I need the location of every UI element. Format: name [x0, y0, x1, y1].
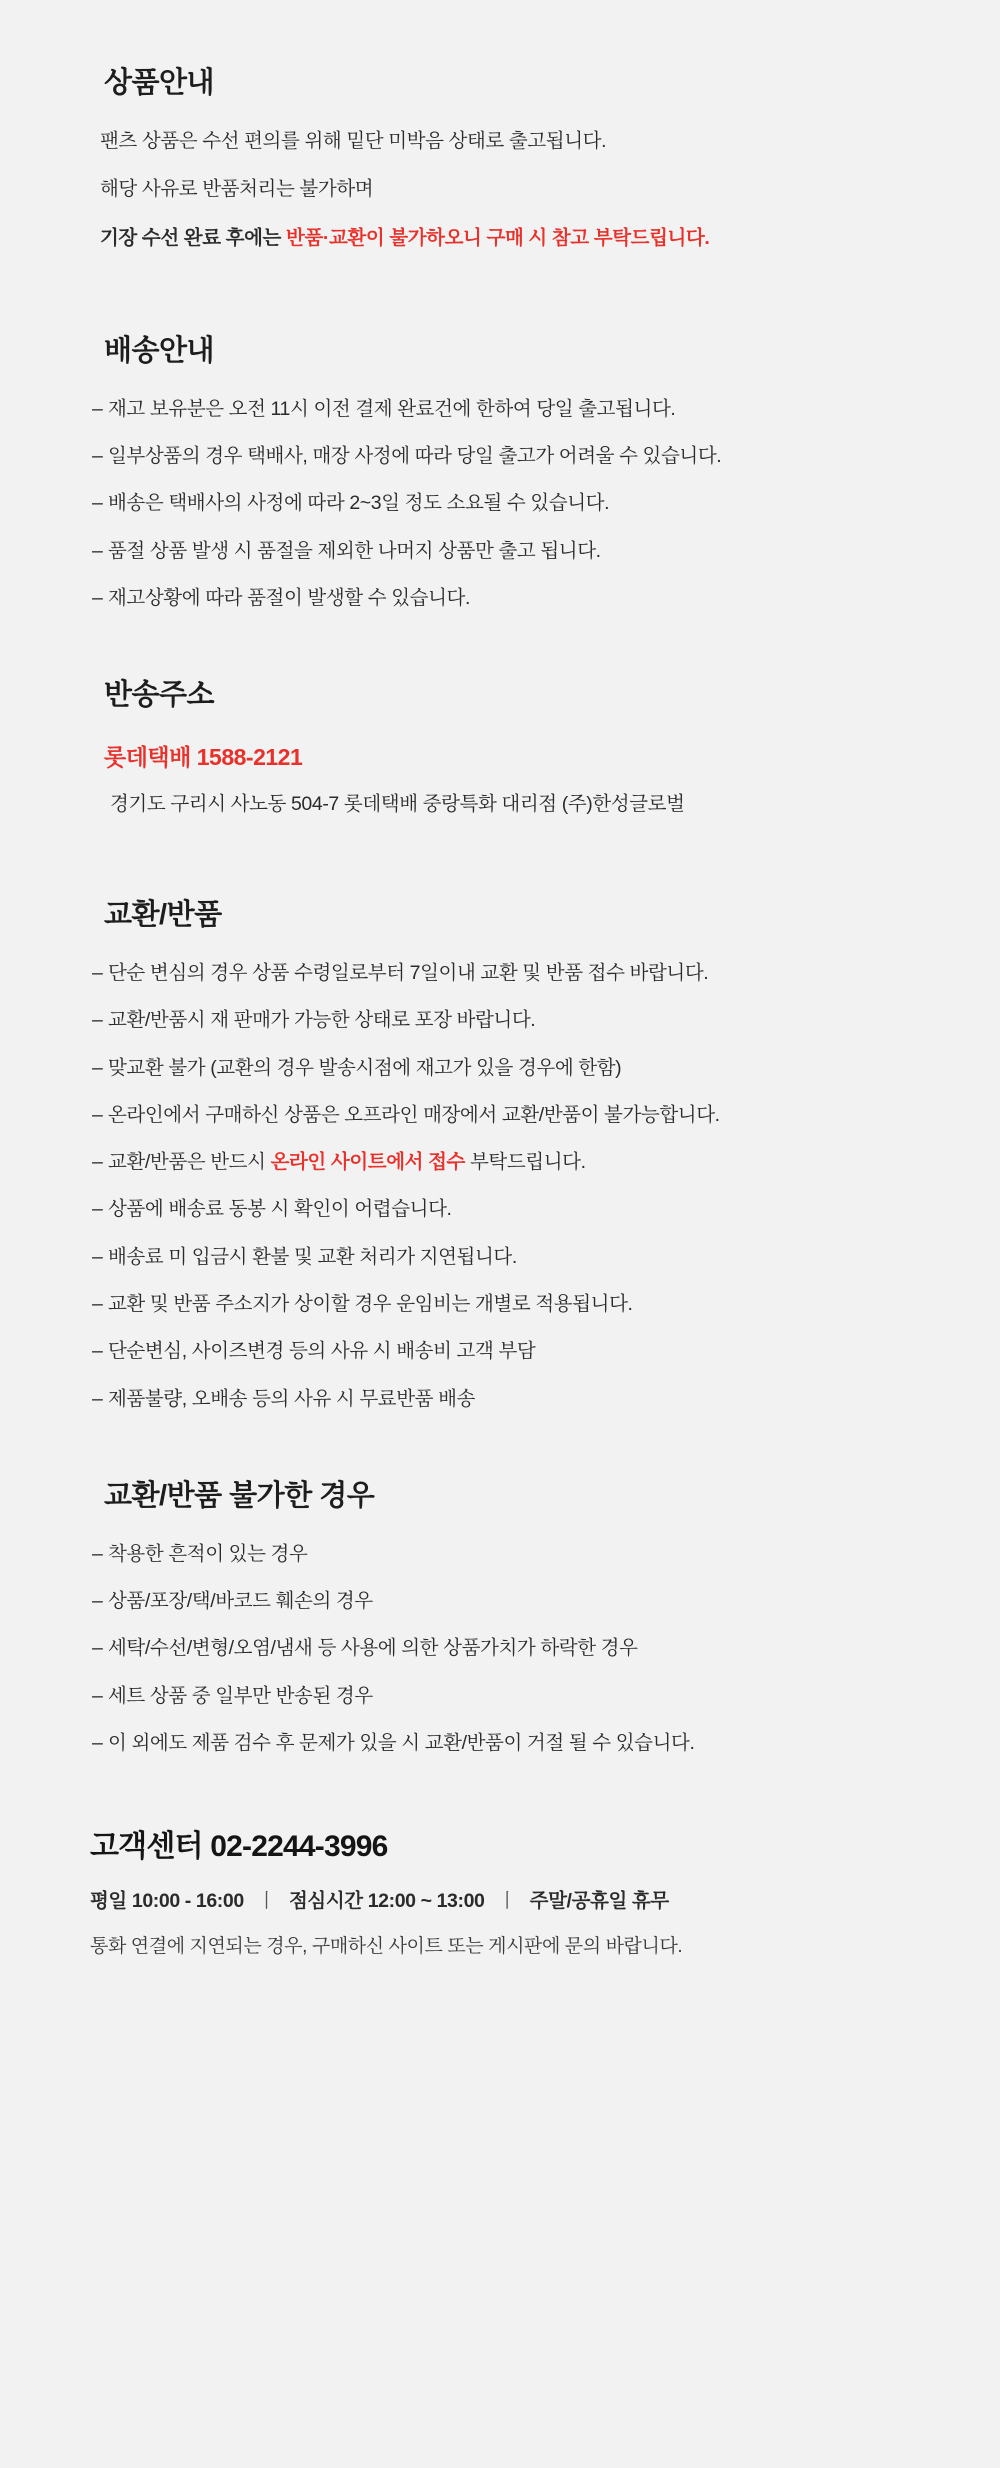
list-item: [92, 1195, 910, 1223]
notice-line-prefix: 기장 수선 완료 후에는: [100, 226, 287, 249]
list-item-label: 착용한 흔적이 있는 경우: [108, 1542, 308, 1565]
section-title: 배송안내: [104, 334, 215, 367]
dash-marker: –: [92, 1009, 103, 1032]
list-item-label: 배송료 미 입금시 환불 및 교환 처리가 지연됩니다.: [108, 1245, 517, 1268]
list-item: [92, 1385, 910, 1413]
hours-separator: 丨: [497, 1890, 517, 1913]
return-address-text: 경기도 구리시 사노동 504-7 롯데택배 중랑특화 대리점 (주)한성글로벌: [110, 793, 685, 816]
list-item: [92, 1729, 910, 1757]
list-item-label: 단순변심, 사이즈변경 등의 사유 시 배송비 고객 부담: [108, 1340, 536, 1363]
list-item-label: 교환/반품시 재 판매가 가능한 상태로 포장 바랍니다.: [108, 1009, 536, 1032]
dash-marker: –: [92, 1340, 103, 1363]
list-item-emphasis: 온라인 사이트에서 접수: [270, 1151, 465, 1174]
list-item: [92, 489, 910, 517]
customer-center: [90, 1821, 910, 1958]
dash-marker: –: [92, 445, 103, 468]
hours-separator: 丨: [256, 1890, 276, 1913]
list-item: [92, 1587, 910, 1615]
dash-marker: –: [92, 1684, 103, 1707]
section-product-notice: [90, 60, 910, 252]
customer-center-title: 고객센터 02-2244-3996: [90, 1830, 388, 1864]
shipping-lines: [90, 395, 910, 612]
list-item-label: 세트 상품 중 일부만 반송된 경우: [108, 1684, 373, 1707]
section-title: 상품안내: [104, 67, 215, 99]
list-item-label: 세탁/수선/변형/오염/냄새 등 사용에 의한 상품가치가 하락한 경우: [108, 1637, 638, 1660]
list-item-label: 교환 및 반품 주소지가 상이할 경우 운임비는 개별로 적용됩니다.: [108, 1292, 633, 1315]
list-item-label: 품절 상품 발생 시 품절을 제외한 나머지 상품만 출고 됩니다.: [108, 539, 601, 562]
notice-line-highlight: [100, 224, 910, 252]
list-item-label: 상품에 배송료 동봉 시 확인이 어렵습니다.: [108, 1198, 452, 1221]
dash-marker: –: [92, 1731, 103, 1754]
list-item-label: 재고상황에 따라 품절이 발생할 수 있습니다.: [108, 586, 470, 609]
dash-marker: –: [92, 397, 103, 420]
list-item-label: 단순 변심의 경우 상품 수령일로부터 7일이내 교환 및 반품 접수 바랍니다.: [108, 962, 709, 985]
list-item-label: 맞교환 불가 (교환의 경우 발송시점에 재고가 있을 경우에 한함): [108, 1056, 622, 1079]
section-exchange-return: [90, 892, 910, 1413]
list-item: [92, 1243, 910, 1271]
section-title: 교환/반품 불가한 경우: [104, 1479, 375, 1512]
notice-line: 팬츠 상품은 수선 편의를 위해 밑단 미박음 상태로 출고됩니다.: [100, 130, 607, 152]
list-item: [92, 1006, 910, 1034]
notice-line: 해당 사유로 반품처리는 불가하며: [100, 178, 374, 201]
list-item-label: 온라인에서 구매하신 상품은 오프라인 매장에서 교환/반품이 불가능합니다.: [108, 1103, 720, 1126]
dash-marker: –: [92, 1590, 103, 1613]
list-item: [92, 1054, 910, 1082]
return-courier: 롯데택배 1588-2121: [104, 744, 303, 771]
list-item: [92, 1337, 910, 1365]
dash-marker: –: [92, 492, 103, 515]
section-title: 교환/반품: [104, 899, 222, 932]
dash-marker: –: [92, 1198, 103, 1221]
non-returnable-lines: [90, 1540, 910, 1757]
hours-holiday: 주말/공휴일 휴무: [529, 1890, 669, 1913]
dash-marker: –: [92, 962, 103, 985]
dash-marker: –: [92, 1056, 103, 1079]
list-item-label: 일부상품의 경우 택배사, 매장 사정에 따라 당일 출고가 어려울 수 있습니다.: [108, 445, 722, 468]
dash-marker: –: [92, 1245, 103, 1268]
section-non-returnable: [90, 1473, 910, 1757]
list-item: [92, 584, 910, 612]
customer-center-note: 통화 연결에 지연되는 경우, 구매하신 사이트 또는 게시판에 문의 바랍니다.: [90, 1936, 683, 1958]
list-item-label: 상품/포장/택/바코드 훼손의 경우: [108, 1590, 373, 1613]
dash-marker: –: [92, 539, 103, 562]
list-item: [92, 959, 910, 987]
dash-marker: –: [92, 1542, 103, 1565]
list-item-label: 배송은 택배사의 사정에 따라 2~3일 정도 소요될 수 있습니다.: [108, 492, 610, 515]
list-item-label: 교환/반품은 반드시 온라인 사이트에서 접수 부탁드립니다.: [108, 1151, 586, 1174]
notice-line-emphasis: 반품·교환이 불가하오니 구매 시 참고 부탁드립니다.: [286, 226, 710, 249]
list-item-label: 이 외에도 제품 검수 후 문제가 있을 시 교환/반품이 거절 될 수 있습니다.: [108, 1731, 695, 1754]
dash-marker: –: [92, 1387, 103, 1410]
hours-weekday: 평일 10:00 - 16:00: [90, 1890, 244, 1913]
list-item-label: 재고 보유분은 오전 11시 이전 결제 완료건에 한하여 당일 출고됩니다.: [108, 397, 676, 420]
list-item: [92, 1682, 910, 1710]
dash-marker: –: [92, 586, 103, 609]
list-item-label: 제품불량, 오배송 등의 사유 시 무료반품 배송: [108, 1387, 475, 1410]
section-return-address: [90, 672, 910, 816]
dash-marker: –: [92, 1292, 103, 1315]
section-title: 반송주소: [104, 679, 215, 712]
list-item: [92, 1101, 910, 1129]
hours-lunch: 점심시간 12:00 ~ 13:00: [288, 1890, 485, 1913]
customer-center-hours: [90, 1885, 910, 1913]
section-shipping-guide: [90, 328, 910, 612]
list-item-highlight: [92, 1148, 910, 1176]
list-item: [92, 442, 910, 470]
notice-lines: [90, 127, 910, 252]
list-item: [92, 395, 910, 423]
list-item: [92, 1540, 910, 1568]
dash-marker: –: [92, 1151, 103, 1174]
list-item: [92, 537, 910, 565]
dash-marker: –: [92, 1637, 103, 1660]
list-item: [92, 1634, 910, 1662]
list-item: [92, 1290, 910, 1318]
dash-marker: –: [92, 1103, 103, 1126]
exchange-lines: [90, 959, 910, 1413]
